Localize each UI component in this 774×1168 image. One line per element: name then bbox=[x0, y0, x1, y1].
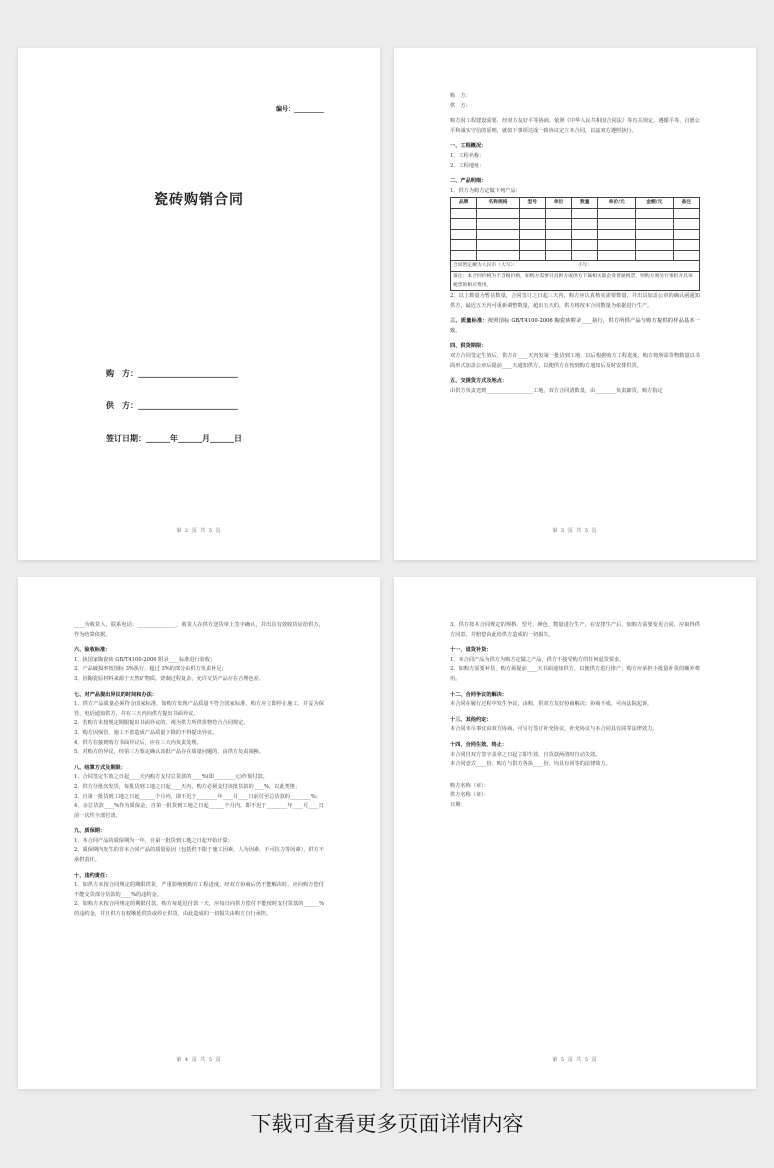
section-heading: 八、结算方式及期限： bbox=[74, 764, 126, 771]
section-heading: 十四、合同生效、终止： bbox=[450, 741, 508, 748]
list-item: 3、购方因保管、施工不善造成产品质量下降的不得提出异议。 bbox=[74, 729, 218, 736]
table-total-row bbox=[451, 261, 700, 272]
section-heading: 十一、退货补货： bbox=[450, 647, 492, 654]
section-heading: 十二、合同争议的解决： bbox=[450, 691, 508, 698]
list-item: 5、对购方的异议，经第三方鉴定确认该批产品存在质量问题的，由供方负责调换。 bbox=[74, 749, 265, 756]
intro-paragraph: 购方因工程建设需要，经双方友好平等协商，依照《中华人民共和国合同法》等有关规定，遵循平等、自愿公平和诚实守信的原则，就如下事项达成一致协议定立本合同，以兹双方遵照执行。 bbox=[450, 118, 700, 134]
paragraph: 3、供方按本合同规定的规格、型号、颜色、数量进行生产，在安排生产后，如购方需要变更合同，应取得供方同意，并赔偿由此给供方造成的一切损失。 bbox=[450, 622, 700, 638]
list-item: 1、供方产品质量必须符合国家标准，如购方发现产品质量不符合国家标准，购方应立即停止施工，并妥为保管，电话通知供方，并在三天内向供方提出书面异议。 bbox=[74, 701, 324, 717]
section-heading: 六、验收标准： bbox=[74, 647, 111, 654]
contract-cover-page bbox=[18, 48, 380, 560]
section-heading: 七、对产品提出异议的时间和办法： bbox=[74, 691, 158, 698]
list-item: 2、工程地址： bbox=[450, 162, 485, 169]
section-heading: 五、交提货方式及地点： bbox=[450, 378, 508, 385]
table-row bbox=[451, 240, 700, 251]
contract-page-4 bbox=[18, 577, 380, 1089]
table-row bbox=[451, 219, 700, 230]
list-item: 2、产品破损率按国标 3%执行，超过 3%的部分由供方负责补足； bbox=[74, 666, 227, 673]
list-item: 1、本合同产品的质保期为一年，自第一批货到工地之日起开始计算； bbox=[74, 837, 233, 844]
list-item: 3、自第一批货到工地之日起______个月内，即不迟于________年____月____日前付至总货款的________%； bbox=[74, 793, 321, 800]
section-heading: 十三、其他约定： bbox=[450, 716, 492, 723]
signature-line: 购方名称（章）： bbox=[450, 782, 489, 789]
list-item: 2、供方分批次发货，每批货到工地之日起____天内，购方必须支付该批货款的____%，以此类推； bbox=[74, 783, 301, 790]
list-item: 本合同自双方签字盖章之日起立即生效，自货款两清时自动失效。 bbox=[450, 751, 601, 758]
table-header: 金额/元 bbox=[635, 198, 673, 209]
paragraph: 双方合同签定生效后，供方在____天内发第一批货到工地，以后根据购方工程进度，购方将所需货物数量以书面形式加盖公章后提前____天通知供方，以便供方在按到购方通知后及时安排供货。 bbox=[450, 353, 700, 369]
page-footer: 第 2 页 共 5 页 bbox=[176, 528, 222, 534]
table-header: 数量 bbox=[572, 198, 598, 209]
list-item: 2、如购方需要补货，购方须提前____天书面通知供方，以便供方进行排产；购方应承担小批量补货的额外费用。 bbox=[450, 666, 700, 682]
signature-line: 供方名称（章）： bbox=[450, 792, 489, 799]
page-footer: 第 3 页 共 5 页 bbox=[552, 528, 598, 534]
section-heading: 二、产品明细： bbox=[450, 178, 487, 185]
table-header-row bbox=[451, 198, 700, 209]
table-header: 名称规格 bbox=[477, 198, 519, 209]
list-item: 1、执国家陶瓷砖 GB/T4100-2006 附录____标准进行验收； bbox=[74, 656, 216, 663]
table-row bbox=[451, 229, 700, 240]
table-header: 型号 bbox=[519, 198, 545, 209]
buyer-field: 购 方：_________________________ bbox=[106, 369, 238, 378]
table-header: 品牌 bbox=[451, 198, 477, 209]
section-heading: 九、质保期： bbox=[74, 828, 106, 835]
table-header: 单位 bbox=[545, 198, 571, 209]
paragraph: 由供方负责送到__________________工地，双方合同清数量，由________负责卸货，购方指定 bbox=[450, 387, 663, 394]
page-footer: 第 5 页 共 5 页 bbox=[552, 1057, 598, 1063]
table-row bbox=[451, 250, 700, 261]
list-item: 1、本合同产品为供方为购方定做之产品，供方不接受购方的任何退货要求。 bbox=[450, 656, 625, 663]
list-item: 1、供方为购方定做下列产品： bbox=[450, 187, 521, 194]
paragraph: 本合同在履行过程中发生争议，由购、供双方友好协商解决；协商不成，可向法院起诉。 bbox=[450, 701, 653, 708]
contract-page-3 bbox=[394, 48, 756, 560]
section-heading: 三、质量标准：按照国标 GB/T4100-2006 陶瓷砖附录____执行，供方所供产品与购方提供的样品基本一致。 bbox=[450, 318, 700, 334]
section-heading: 一、工程概况： bbox=[450, 143, 487, 150]
list-item: 4、供方在接到购方书面异议后，应在三天内负责处理。 bbox=[74, 739, 202, 746]
table-header: 单价/元 bbox=[598, 198, 636, 209]
list-item: 1、工程名称： bbox=[450, 152, 485, 159]
list-item: 本合同壹式____份，购方与供方各执____份，均具有同等的法律效力。 bbox=[450, 761, 611, 768]
list-item: 4、余总货款____%作为质保金，自第一批货到工地之日起______个月内，即不迟于________年____月____日前一次性全部付清。 bbox=[74, 803, 324, 819]
table-note-row bbox=[451, 272, 700, 291]
list-item: 1、合同签定生效之日起____天内购方支付总货款的____%(即________元)作预付款。 bbox=[74, 774, 268, 781]
list-item: 1、如供方未按合同规定的期限供货，严重影响到购方工程进度，经双方协商后仍不能解决时，应向购方偿付不能交货部分货款的____%的违约金。 bbox=[74, 882, 324, 898]
page-footer: 第 4 页 共 5 页 bbox=[176, 1057, 222, 1063]
download-caption: 下载可查看更多页面详情内容 bbox=[250, 1112, 524, 1136]
table-note: 备注：本合同价格为不含税价格，如购方需要开具供方或供方下属相关联企业普通税票，则购方须另行承担开具该税票的相应费用。 bbox=[451, 272, 700, 291]
section-heading: 四、供货期限： bbox=[450, 343, 487, 350]
contract-number: 编号：__________ bbox=[275, 106, 324, 113]
paragraph: 2、以上数量为暂估数量，合同签订之日起三天内，购方应认真核实需要数量，并出具加盖公章的确认函通知供方，最迟五天内可重新调整数量，超出五天的，供方将按本合同数量为依据进行生产。 bbox=[450, 293, 700, 309]
buyer-line: 购 方： bbox=[450, 93, 471, 99]
list-item: 2、质保期内发生的非本合同产品的质量原因（包括但不限于施工因素，人为因素，不可抗力等因素），供方不承担责任。 bbox=[74, 847, 324, 864]
list-item: 3、因陶瓷原材料来源于天然矿物质，烧制过程复杂，允许交货产品存在合理色差。 bbox=[74, 675, 265, 682]
contract-title: 瓷砖购销合同 bbox=[154, 192, 244, 208]
sign-date-field: 签订日期：______年______月______日 bbox=[106, 434, 242, 443]
supplier-line: 供 方： bbox=[450, 102, 471, 109]
list-item: 2、若购方未按规定期限提出书面异议的，视为供方所供货物符合合同规定。 bbox=[74, 720, 249, 727]
paragraph: ____为收货人，联系电话：_______________，收货人在供方送货单上签字确认，并出具有效收货证给供方，作为结算依据。 bbox=[74, 622, 324, 638]
table-total: 合同暂定额为人民币（大写）： 小写： bbox=[451, 261, 700, 272]
contract-page-5 bbox=[394, 577, 756, 1089]
section-heading: 十、违约责任： bbox=[74, 872, 111, 879]
list-item: 2、如购方未按合同规定的期限付款，购方每延迟付款一天，应每日向供方偿付不能按时支付货款的______%的违约金，并且供方有权顺延供货或停止供货，由此造成的一切损失由购方自行承担。 bbox=[74, 901, 324, 918]
table-row bbox=[451, 208, 700, 219]
signature-line: 日期： bbox=[450, 801, 466, 808]
table-header: 备注 bbox=[673, 198, 699, 209]
supplier-field: 供 方：_________________________ bbox=[106, 401, 238, 410]
product-table bbox=[450, 197, 700, 291]
paragraph: 本合同未尽事宜由双方协商，可另行签订补充协议，补充协议与本合同具有同等法律效力。 bbox=[450, 726, 658, 733]
